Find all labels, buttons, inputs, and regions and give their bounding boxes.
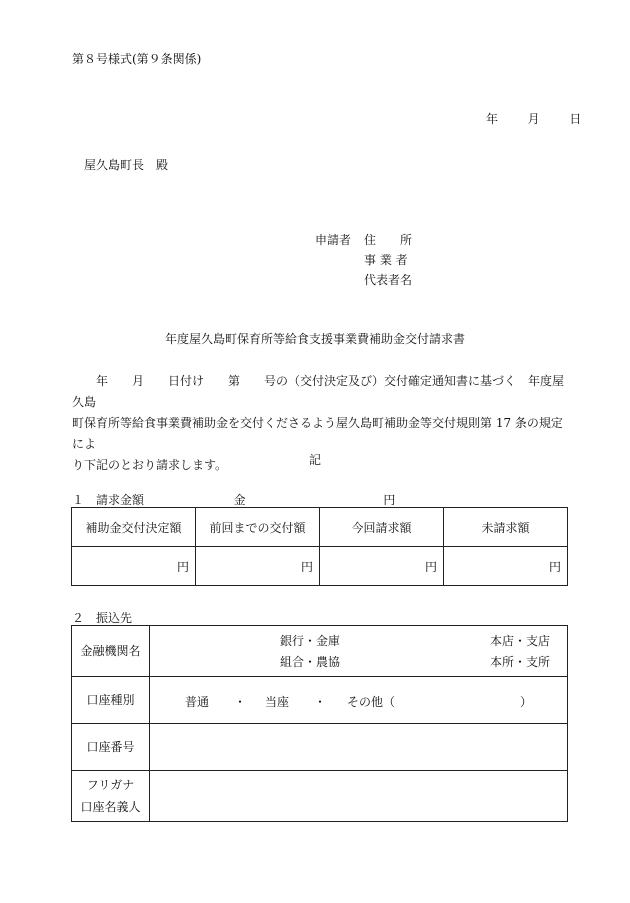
- section1-heading-line: [72, 491, 395, 508]
- val-previous-amount[interactable]: 円: [196, 547, 320, 586]
- branch-type-1: 本店・支店: [490, 634, 551, 648]
- account-holder-field[interactable]: [150, 771, 568, 822]
- transfer-destination-table: [71, 625, 568, 822]
- ki-heading: 記: [308, 453, 321, 467]
- section1-yen: 円: [383, 493, 396, 507]
- option-toza[interactable]: 当座: [265, 695, 290, 709]
- branch-type-2: 本所・支所: [490, 655, 551, 669]
- separator-dot: ・: [234, 695, 247, 709]
- bank-type-1: 銀行・金庫: [280, 634, 341, 648]
- table-row: [72, 677, 568, 724]
- date-line: [486, 110, 581, 127]
- section1-heading: １ 請求金額: [72, 493, 145, 507]
- furigana-label: フリガナ: [86, 778, 135, 792]
- option-other[interactable]: その他（: [347, 695, 396, 709]
- table-row: [72, 771, 568, 822]
- account-number-field[interactable]: [150, 724, 568, 771]
- form-number: 第８号様式(第９条関係): [72, 52, 202, 66]
- section1-kin: 金: [233, 493, 246, 507]
- applicant-label: 申請者: [315, 233, 352, 247]
- val-unrequested[interactable]: 円: [444, 547, 568, 586]
- date-day: 日: [569, 112, 582, 126]
- separator-dot: ・: [314, 695, 327, 709]
- date-month: 月: [527, 112, 540, 126]
- account-type-label: 口座種別: [72, 677, 150, 724]
- request-amount-table: [71, 507, 568, 586]
- addressee: 屋久島町長 殿: [84, 158, 169, 172]
- val-decision-amount[interactable]: 円: [72, 547, 196, 586]
- date-year: 年: [486, 112, 499, 126]
- applicant-business-label: 事 業 者: [364, 253, 408, 267]
- bank-name-label: 金融機関名: [72, 626, 150, 677]
- col-unrequested: 未請求額: [444, 508, 568, 547]
- bank-type-2: 組合・農協: [280, 655, 341, 669]
- body-line-3: り下記のとおり請求します。: [72, 458, 228, 472]
- account-type-field[interactable]: [150, 677, 568, 724]
- table-row: [72, 547, 568, 586]
- account-number-label: 口座番号: [72, 724, 150, 771]
- table-row: [72, 626, 568, 677]
- close-paren: ）: [520, 695, 533, 709]
- document-title: 年度屋久島町保育所等給食支援事業費補助金交付請求書: [164, 332, 465, 346]
- account-holder-label: 口座名義人: [80, 800, 141, 814]
- body-line-1: 年 月 日付け 第 号の（交付決定及び）交付確定通知書に基づく 年度屋久島: [72, 374, 565, 409]
- col-previous-amount: 前回までの交付額: [196, 508, 320, 547]
- body-line-2: 町保育所等給食事業費補助金を交付くださるよう屋久島町補助金等交付規則第 17 条の規定によ: [72, 416, 563, 451]
- table-row: [72, 724, 568, 771]
- table-row: [72, 508, 568, 547]
- bank-name-field[interactable]: [150, 626, 568, 677]
- val-current-request[interactable]: 円: [320, 547, 444, 586]
- account-holder-label-cell: [72, 771, 150, 822]
- applicant-representative-label: 代表者名: [364, 273, 413, 287]
- col-decision-amount: 補助金交付決定額: [72, 508, 196, 547]
- col-current-request: 今回請求額: [320, 508, 444, 547]
- option-futsu[interactable]: 普通: [185, 695, 210, 709]
- section2-heading: ２ 振込先: [72, 611, 133, 625]
- applicant-address-label: 住 所: [364, 233, 413, 247]
